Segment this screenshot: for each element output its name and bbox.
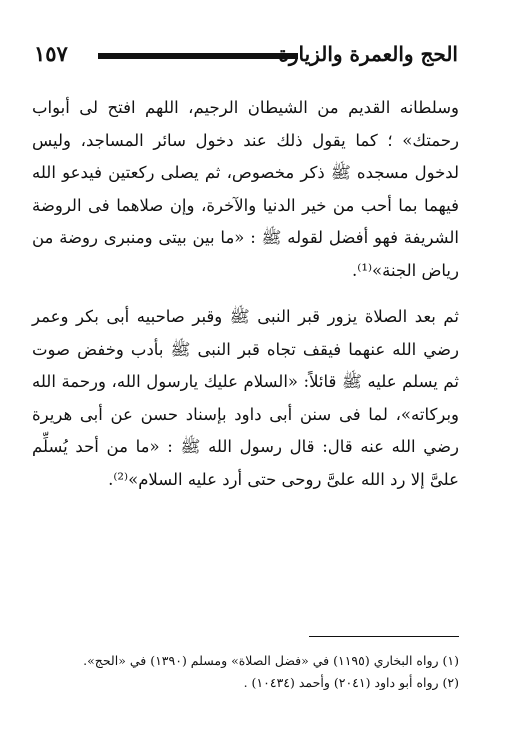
paragraph: ثم بعد الصلاة يزور قبر النبى ﷺ وقبر صاحبيه أبى بكر وعمر رضي الله عنهما فيقف تجاه قبر النبى ﷺ بأدب وخفض صوت ثم يسلم عليه ﷺ قائلاً: «السلام عليك يارسول الله، ورحمة الله وبركاته»، لما فى سنن أبى داود بإسناد حسن عن أبى هريرة رضي الله عنه قال: قال رسول الله ﷺ : «ما من أحد يُسلِّم علىَّ إلا رد الله علىَّ روحى حتى أرد عليه السلام»⁽²⁾. xyxy=(32,307,459,489)
footnote: (٢) رواه أبو داود (٢٠٤١) وأحمد (١٠٤٣٤) . xyxy=(243,675,459,690)
footnote-rule xyxy=(309,636,459,637)
running-title: الحج والعمرة والزيارة xyxy=(278,42,458,66)
paragraph: وسلطانه القديم من الشيطان الرجيم، اللهم افتح لى أبواب رحمتك» ؛ كما يقول ذلك عند دخول سائر المساجد، وليس لدخول مسجده ﷺ ذكر مخصوص، ثم يصلى ركعتين فيدعو الله فيهما بما أحب من خير الدنيا والآخرة، وإن صلاهما فى الروضة الشريفة فهو أفضل لقوله ﷺ : «ما بين بيتى ومنبرى روضة من رياض الجنة»⁽¹⁾. xyxy=(32,98,459,280)
page-header xyxy=(34,38,458,74)
footnotes xyxy=(83,650,459,694)
body-text xyxy=(32,92,459,496)
page-number: ١٥٧ xyxy=(34,41,68,66)
footnote: (١) رواه البخاري (١١٩٥) في «فضل الصلاة» ومسلم (١٣٩٠) في «الحج». xyxy=(83,653,459,668)
header-rule xyxy=(98,53,298,59)
